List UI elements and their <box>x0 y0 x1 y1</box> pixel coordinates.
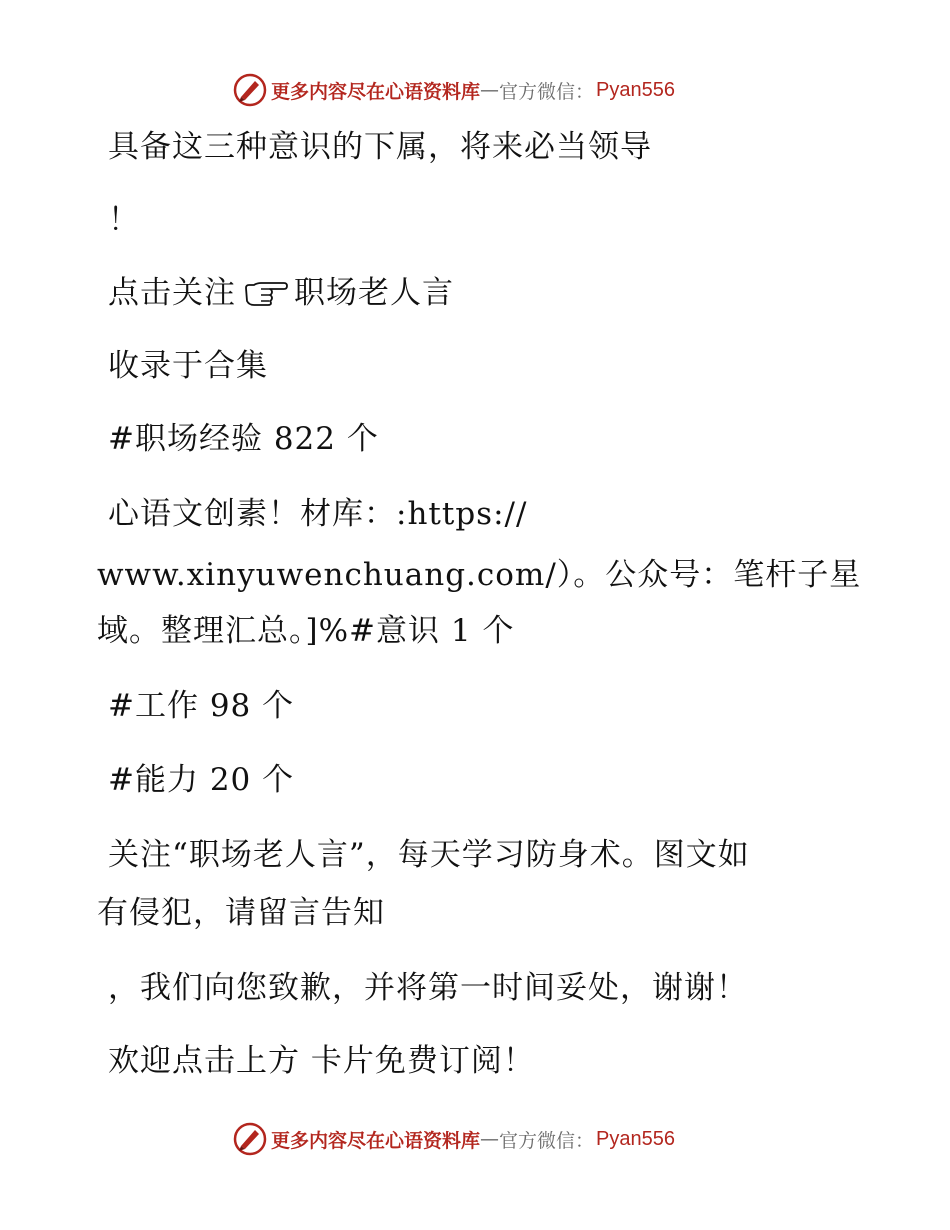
header-watermark <box>233 72 753 108</box>
tag-line-ability: #能力 20 个 <box>108 762 295 798</box>
pen-logo-icon <box>233 1122 267 1156</box>
text-line-6: 心语文创素！材库：:https:// <box>108 496 528 532</box>
footer-watermark <box>233 1121 753 1157</box>
text-line-2: ！ <box>108 202 140 238</box>
watermark-main-text: 更多内容尽在心语资料库 <box>271 1129 481 1152</box>
text-line-12: 有侵犯，请留言告知 <box>97 895 385 931</box>
follow-line <box>108 273 454 313</box>
watermark-main-text: 更多内容尽在心语资料库 <box>271 80 481 103</box>
text-line-14: 欢迎点击上方 卡片免费订阅！ <box>108 1043 535 1079</box>
text-line-8: 域。整理汇总。]%#意识 1 个 <box>97 613 515 649</box>
text-line-11: 关注“职场老人言”，每天学习防身术。图文如 <box>108 837 750 873</box>
pointing-hand-icon <box>244 280 288 306</box>
text-line-13: ，我们向您致歉，并将第一时间妥处，谢谢！ <box>108 970 748 1006</box>
watermark-wechat-id: Pyan556 <box>596 1127 675 1150</box>
watermark-separator: — <box>480 1128 500 1150</box>
text-line-4: 收录于合集 <box>108 348 268 384</box>
text-line-1: 具备这三种意识的下属，将来必当领导 <box>108 129 652 165</box>
watermark-official-label: 官方微信： <box>499 1129 595 1152</box>
watermark-wechat-id: Pyan556 <box>596 78 675 101</box>
text-line-7: www.xinyuwenchuang.com/）。公众号：笔杆子星 <box>97 557 862 593</box>
watermark-official-label: 官方微信： <box>499 80 595 103</box>
watermark-separator: — <box>480 79 500 101</box>
tag-line-experience: #职场经验 822 个 <box>108 421 379 457</box>
pen-logo-icon <box>233 73 267 107</box>
follow-prefix: 点击关注 <box>108 275 236 311</box>
follow-account-name: 职场老人言 <box>294 275 454 311</box>
tag-line-work: #工作 98 个 <box>108 688 295 724</box>
